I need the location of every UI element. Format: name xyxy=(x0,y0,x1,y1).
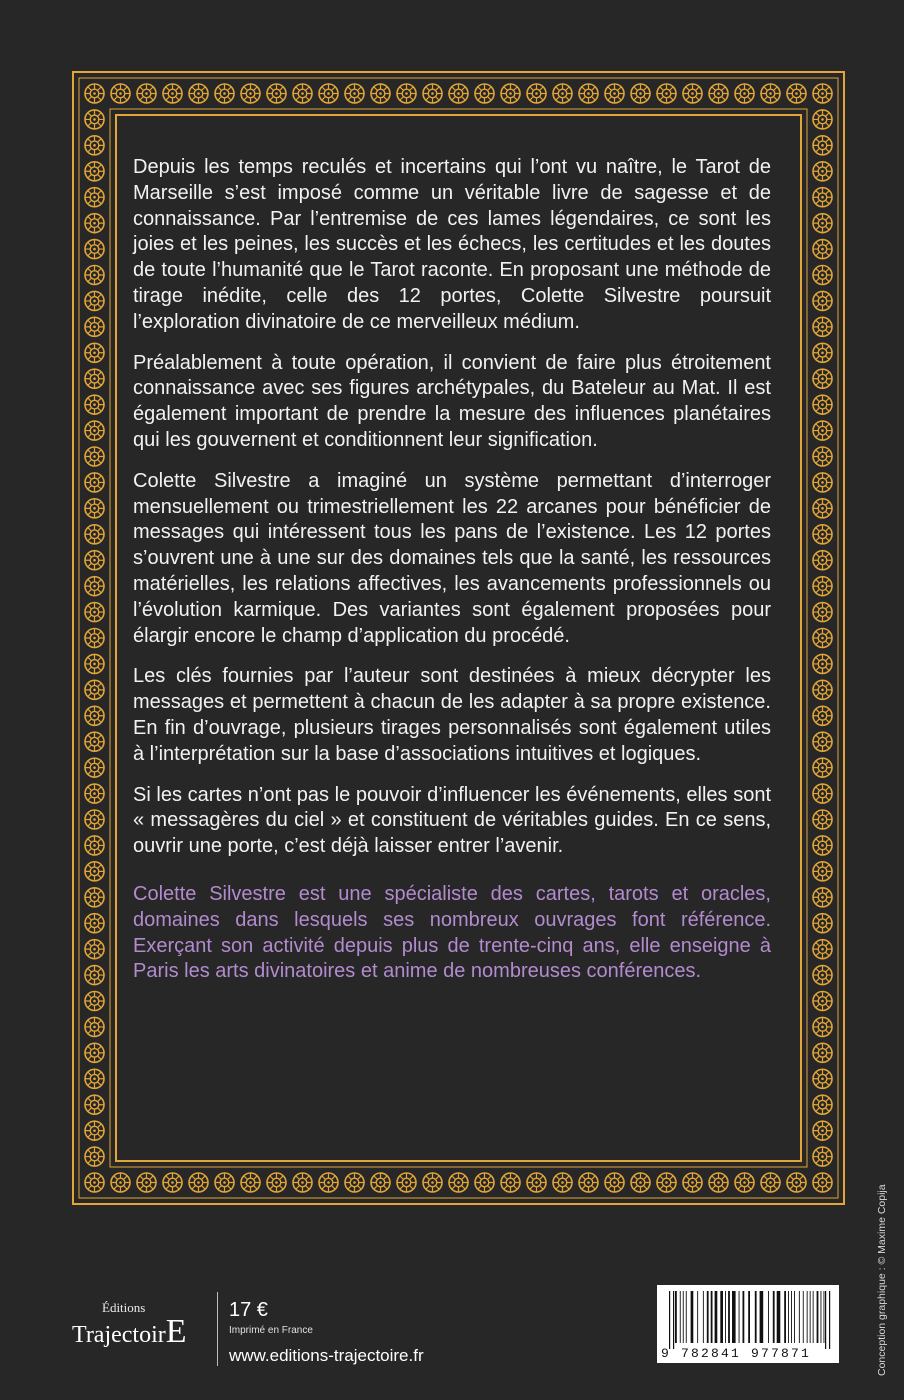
barcode-bar xyxy=(725,1291,726,1343)
rosette-ornament xyxy=(813,732,832,751)
rosette-ornament xyxy=(631,84,650,103)
rosette-ornament xyxy=(813,395,832,414)
publisher-name-end: E xyxy=(165,1313,187,1350)
rosette-ornament xyxy=(813,136,832,155)
barcode-bar xyxy=(691,1291,694,1343)
rosette-ornament xyxy=(85,1017,104,1036)
barcode-bar xyxy=(817,1291,819,1343)
rosette-ornament xyxy=(579,1173,598,1192)
barcode-bar xyxy=(799,1291,800,1343)
rosette-ornament xyxy=(137,1173,156,1192)
rosette-ornament xyxy=(85,940,104,959)
rosette-column-left xyxy=(85,110,104,1166)
publisher-editions-label: Éditions xyxy=(102,1300,146,1315)
design-credit: Conception graphique : © Maxime Copija xyxy=(876,1184,888,1376)
rosette-ornament xyxy=(813,266,832,285)
paragraph-2: Préalablement à toute opération, il convient de faire plus étroitement connaissance avec ses figures archétypales, du Bateleur au Mat. Il est également important de prendre la mesure des influences planétaires qui les gouvernent et conditionnent leur signification. xyxy=(133,351,771,451)
rosette-ornament xyxy=(449,1173,468,1192)
rosette-ornament xyxy=(813,914,832,933)
rosette-row-bottom xyxy=(85,1173,832,1192)
rosette-ornament xyxy=(709,1173,728,1192)
rosette-ornament xyxy=(241,1173,260,1192)
rosette-ornament xyxy=(85,499,104,518)
rosette-ornament xyxy=(813,784,832,803)
barcode-bar xyxy=(791,1291,792,1343)
barcode-bar xyxy=(732,1291,736,1343)
rosette-ornament xyxy=(85,1121,104,1140)
rosette-ornament xyxy=(85,629,104,648)
rosette-ornament xyxy=(241,84,260,103)
barcode-guard-bar xyxy=(825,1291,826,1349)
rosette-ornament xyxy=(813,862,832,881)
rosette-ornament xyxy=(813,162,832,181)
rosette-ornament xyxy=(475,84,494,103)
rosette-ornament xyxy=(345,1173,364,1192)
rosette-ornament xyxy=(787,84,806,103)
rosette-ornament xyxy=(735,84,754,103)
rosette-ornament xyxy=(397,84,416,103)
rosette-ornament xyxy=(813,1017,832,1036)
rosette-ornament xyxy=(215,84,234,103)
rosette-ornament xyxy=(787,1173,806,1192)
rosette-ornament xyxy=(319,84,338,103)
paragraph-4: Les clés fournies par l’auteur sont destinées à mieux décrypter les messages et permettent à chacun de les adapter à sa propre existence. En fin d’ouvrage, plusieurs tirages personnalisés sont également utiles à l’interprétation sur la base d’associations intuitives et logiques. xyxy=(133,665,771,765)
paragraph-5: Si les cartes n’ont pas le pouvoir d’influencer les événements, elles sont « messagères du ciel » et constituent de véritables guides. En ce sens, ouvrir une porte, c’est déjà laisser entrer l’avenir. xyxy=(133,783,771,858)
barcode xyxy=(657,1285,839,1363)
barcode-bar xyxy=(810,1291,811,1343)
rosette-ornament xyxy=(85,473,104,492)
rosette-ornament xyxy=(813,421,832,440)
printed-in: Imprimé en France xyxy=(229,1325,313,1336)
rosette-ornament xyxy=(813,1043,832,1062)
barcode-number: 9 782841 977871 xyxy=(661,1346,812,1361)
rosette-ornament xyxy=(813,629,832,648)
rosette-ornament xyxy=(631,1173,650,1192)
rosette-ornament xyxy=(85,888,104,907)
rosette-ornament xyxy=(293,1173,312,1192)
barcode-bar xyxy=(697,1291,698,1343)
rosette-ornament xyxy=(813,473,832,492)
rosette-ornament xyxy=(137,84,156,103)
rosette-ornament xyxy=(813,214,832,233)
rosette-ornament xyxy=(85,343,104,362)
barcode-guard-bar xyxy=(671,1291,672,1349)
barcode-bar xyxy=(728,1291,730,1343)
rosette-ornament xyxy=(683,84,702,103)
rosette-ornament xyxy=(85,654,104,673)
rosette-ornament xyxy=(85,706,104,725)
rosette-ornament xyxy=(85,992,104,1011)
rosette-ornament xyxy=(85,162,104,181)
rosette-ornament xyxy=(813,836,832,855)
rosette-ornament xyxy=(85,421,104,440)
rosette-ornament xyxy=(85,784,104,803)
rosette-ornament xyxy=(215,1173,234,1192)
rosette-ornament xyxy=(813,240,832,259)
rosette-ornament xyxy=(85,395,104,414)
rosette-ornament xyxy=(189,1173,208,1192)
rosette-ornament xyxy=(813,188,832,207)
rosette-ornament xyxy=(293,84,312,103)
rosette-ornament xyxy=(85,1173,104,1192)
rosette-ornament xyxy=(813,706,832,725)
rosette-ornament xyxy=(813,603,832,622)
rosette-ornament xyxy=(85,680,104,699)
rosette-ornament xyxy=(813,577,832,596)
rosette-ornament xyxy=(85,188,104,207)
back-cover-text xyxy=(133,155,771,1000)
rosette-ornament xyxy=(605,84,624,103)
rosette-ornament xyxy=(85,291,104,310)
rosette-ornament xyxy=(657,1173,676,1192)
rosette-ornament xyxy=(267,1173,286,1192)
rosette-ornament xyxy=(605,1173,624,1192)
rosette-ornament xyxy=(85,84,104,103)
rosette-ornament xyxy=(761,1173,780,1192)
rosette-ornament xyxy=(813,992,832,1011)
author-bio: Colette Silvestre est une spécialiste des cartes, tarots et oracles, domaines dans lesquels ses nombreux ouvrages font référence. Exerçant son activité depuis plus de trente-cinq ans, elle enseigne à Paris les arts divinatoires et anime de nombreuses conférences. xyxy=(133,882,771,983)
rosette-ornament xyxy=(371,84,390,103)
barcode-guard-bar xyxy=(673,1291,674,1349)
barcode-bar xyxy=(768,1291,769,1343)
barcode-bar xyxy=(773,1291,775,1343)
barcode-bar xyxy=(807,1291,808,1343)
barcode-bar xyxy=(788,1291,789,1343)
barcode-bar xyxy=(824,1291,825,1343)
rosette-ornament xyxy=(735,1173,754,1192)
rosette-row-top xyxy=(85,84,832,103)
rosette-ornament xyxy=(813,499,832,518)
rosette-ornament xyxy=(85,214,104,233)
barcode-guard-bar xyxy=(829,1291,830,1349)
barcode-bar xyxy=(675,1291,677,1343)
rosette-ornament xyxy=(163,1173,182,1192)
rosette-ornament xyxy=(85,914,104,933)
rosette-ornament xyxy=(813,810,832,829)
rosette-ornament xyxy=(813,84,832,103)
rosette-ornament xyxy=(85,447,104,466)
rosette-ornament xyxy=(813,343,832,362)
rosette-ornament xyxy=(267,84,286,103)
barcode-guard-bar xyxy=(669,1291,670,1349)
barcode-bar xyxy=(711,1291,713,1343)
rosette-ornament xyxy=(553,84,572,103)
rosette-ornament xyxy=(371,1173,390,1192)
barcode-bar xyxy=(739,1291,740,1343)
barcode-bar xyxy=(794,1291,795,1343)
rosette-ornament xyxy=(85,136,104,155)
rosette-ornament xyxy=(813,110,832,129)
rosette-ornament xyxy=(709,84,728,103)
rosette-ornament xyxy=(813,1121,832,1140)
barcode-bar xyxy=(813,1291,814,1343)
rosette-ornament xyxy=(85,1069,104,1088)
rosette-ornament xyxy=(85,758,104,777)
rosette-ornament xyxy=(553,1173,572,1192)
barcode-bar xyxy=(707,1291,709,1343)
rosette-ornament xyxy=(85,110,104,129)
barcode-bar xyxy=(715,1291,718,1343)
rosette-ornament xyxy=(813,317,832,336)
rosette-ornament xyxy=(85,1095,104,1114)
barcode-bar xyxy=(777,1291,781,1343)
rosette-ornament xyxy=(85,369,104,388)
rosette-ornament xyxy=(579,84,598,103)
barcode-bar xyxy=(803,1291,804,1343)
rosette-ornament xyxy=(813,1147,832,1166)
rosette-ornament xyxy=(85,603,104,622)
rosette-ornament xyxy=(85,240,104,259)
rosette-ornament xyxy=(85,732,104,751)
rosette-ornament xyxy=(85,1147,104,1166)
barcode-bar xyxy=(821,1291,822,1343)
rosette-ornament xyxy=(319,1173,338,1192)
barcode-guard-bar xyxy=(827,1291,828,1349)
rosette-ornament xyxy=(111,1173,130,1192)
barcode-bar xyxy=(743,1291,745,1343)
rosette-ornament xyxy=(813,654,832,673)
rosette-ornament xyxy=(813,888,832,907)
barcode-bar xyxy=(755,1291,757,1343)
rosette-ornament xyxy=(85,862,104,881)
rosette-ornament xyxy=(813,369,832,388)
rosette-ornament xyxy=(813,525,832,544)
price: 17 € xyxy=(229,1299,268,1321)
rosette-ornament xyxy=(657,84,676,103)
rosette-ornament xyxy=(397,1173,416,1192)
rosette-column-right xyxy=(813,110,832,1166)
rosette-ornament xyxy=(423,1173,442,1192)
rosette-ornament xyxy=(761,84,780,103)
rosette-ornament xyxy=(527,84,546,103)
rosette-ornament xyxy=(813,1069,832,1088)
rosette-ornament xyxy=(813,680,832,699)
rosette-ornament xyxy=(813,1173,832,1192)
rosette-ornament xyxy=(813,966,832,985)
rosette-ornament xyxy=(683,1173,702,1192)
rosette-ornament xyxy=(85,577,104,596)
barcode-bar xyxy=(686,1291,687,1343)
rosette-ornament xyxy=(85,317,104,336)
paragraph-3: Colette Silvestre a imaginé un système permettant d’interroger mensuellement ou trimestriellement les 22 arcanes pour bénéficier de messages qui intéressent tous les pans de l’existence. Les 12 portes s’ouvrent une à une sur des domaines tels que la santé, les ressources matérielles, les relations affectives, les avancements professionnels ou l’évolution karmique. Des variantes sont également proposées pour élargir encore le champ d’application du procédé. xyxy=(133,469,771,647)
paragraph-1: Depuis les temps reculés et incertains qui l’ont vu naître, le Tarot de Marseille s’est imposé comme un véritable livre de sagesse et de connaissance. Par l’entremise de ces lames légendaires, ce sont les joies et les peines, les succès et les échecs, les certitudes et les doutes de toute l’humanité que le Tarot raconte. En proposant une méthode de tirage inédite, celle des 12 portes, Colette Silvestre poursuit l’exploration divinatoire de ce merveilleux médium. xyxy=(133,156,771,333)
barcode-bar xyxy=(720,1291,723,1343)
rosette-ornament xyxy=(527,1173,546,1192)
rosette-ornament xyxy=(85,1043,104,1062)
barcode-bar xyxy=(683,1291,684,1343)
divider xyxy=(217,1292,218,1366)
publisher-name-start: Trajectoir xyxy=(72,1322,166,1348)
rosette-ornament xyxy=(189,84,208,103)
rosette-ornament xyxy=(813,940,832,959)
barcode-bar xyxy=(703,1291,704,1343)
rosette-ornament xyxy=(85,966,104,985)
rosette-ornament xyxy=(85,266,104,285)
rosette-ornament xyxy=(85,525,104,544)
rosette-ornament xyxy=(501,1173,520,1192)
barcode-bar xyxy=(680,1291,681,1343)
rosette-ornament xyxy=(85,810,104,829)
rosette-ornament xyxy=(85,551,104,570)
rosette-ornament xyxy=(449,84,468,103)
rosette-ornament xyxy=(813,447,832,466)
rosette-ornament xyxy=(345,84,364,103)
barcode-bar xyxy=(748,1291,750,1343)
rosette-ornament xyxy=(813,291,832,310)
rosette-ornament xyxy=(111,84,130,103)
publisher-name xyxy=(72,1313,187,1351)
rosette-ornament xyxy=(813,758,832,777)
rosette-ornament xyxy=(163,84,182,103)
rosette-ornament xyxy=(85,836,104,855)
barcode-bar xyxy=(784,1291,786,1343)
rosette-ornament xyxy=(813,551,832,570)
rosette-ornament xyxy=(423,84,442,103)
rosette-ornament xyxy=(475,1173,494,1192)
barcode-bar xyxy=(760,1291,764,1343)
website-link[interactable]: www.editions-trajectoire.fr xyxy=(229,1346,424,1365)
rosette-ornament xyxy=(813,1095,832,1114)
rosette-ornament xyxy=(501,84,520,103)
